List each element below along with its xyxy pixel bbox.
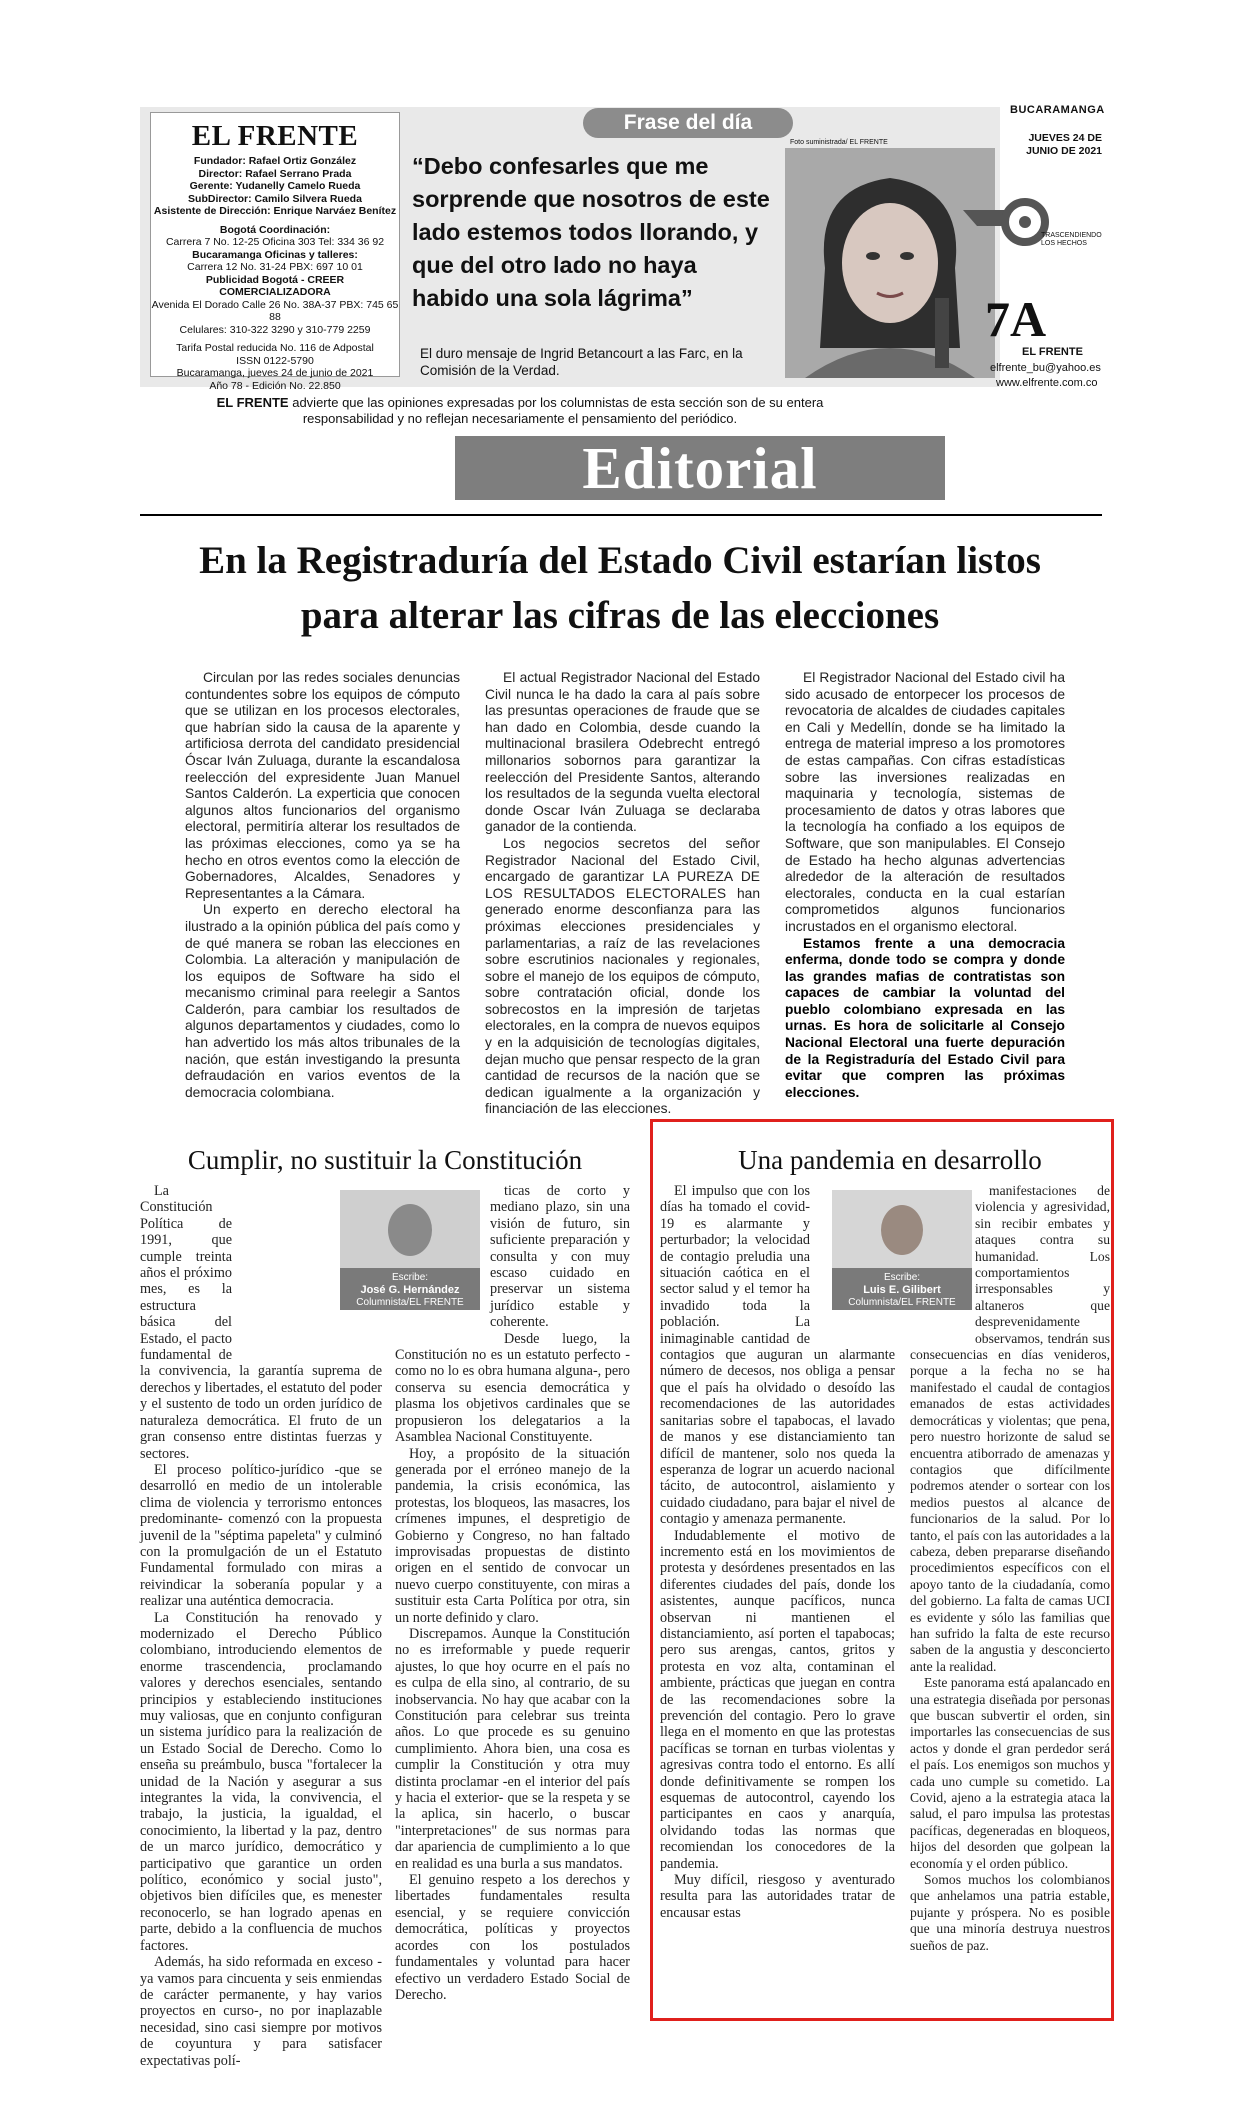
staff-line: Fundador: Rafael Ortiz González <box>193 155 357 167</box>
paragraph: Somos muchos los colombianos que anhelamos una patria estable, pujante y próspera. No es posible que una minoría destruya nuestros sueños de paz. <box>910 1872 1110 1953</box>
issn: ISSN 0122-5790 <box>236 354 314 367</box>
paragraph: El impulso que con los días ha tomado el covid-19 es alarmante y perturbador; la velocidad de contagio preludia una situación caótica en el sector salud y el temor ha invadido toda la población. La inimaginable cantidad de contagios que auguran un alarmante número de decesos, nos obliga a pensar que el país ha olvidado o desoído las recomendaciones de las autoridades sanitarias sobre el tapabocas, el lavado de manos y ese distanciamiento tan difícil de mantener, solo nos queda la esperanza de lograr un acuerdo nacional tácito, de autocontrol, aislamiento y cuidado ciudadano, para bajar el nivel de contagio y amenaza permanente. <box>660 1183 895 1528</box>
editorial-column-3 <box>785 670 1065 1101</box>
staff-box <box>150 112 400 392</box>
paragraph: Además, ha sido reformada en exceso -ya vamos para cincuenta y seis enmiendas de carácter permanente, y hay varios proyectos en curso-, no por inaplazable necesidad, sino casi siempre por motivos de coyuntura y para satisfacer expectativas polí- <box>140 1954 382 2069</box>
contact-email[interactable]: elfrente_bu@yahoo.es <box>990 362 1101 374</box>
coord-heading: Bogotá Coordinación: <box>219 223 331 236</box>
author-name: José G. Hernández <box>360 1284 460 1296</box>
quote-of-day-label: Frase del día <box>583 108 793 138</box>
newspaper-logo: EL FRENTE <box>191 120 359 152</box>
paragraph: El genuino respeto a los derechos y libertades fundamentales resulta esencial, y se requiere convicción democrática, políticas y proyectos acordes con los postulados fundamentales y voluntad para hacer efectivo un verdadero Estado Social de Derecho. <box>395 1872 630 2003</box>
edition-date: Bucaramanga, jueves 24 de junio de 2021 <box>176 367 374 379</box>
author-photo-2 <box>832 1190 972 1310</box>
paragraph: ticas de corto y mediano plazo, sin una visión de futuro, sin suficiente preparación y consulta y con muy escaso cuidado en preservar un sistema jurídico estable y coherente. <box>490 1183 630 1331</box>
paragraph: La Constitución Política de 1991, que cumple treinta años el próximo mes, es la estructura básica del Estado, el pacto fundamental de la convivencia, la garantía suprema de derechos y libertades, el estatuto del poder y el sustento de todo un orden jurídico de naturaleza democrática. El fruto de un gran consenso entre distintas fuerzas y sectores. <box>140 1183 382 1462</box>
paragraph: Este panorama está apalancado en una estrategia diseñada por personas que buscan subvertir el orden, sin importarles las consecuencias de sus actos y donde el gran perdedor será el país. Los enemigos son muchos y cada uno cumple su cometido. La Covid, ajeno a la estrategia ataca la salud, el paro impulsa las protestas pacíficas, degeneradas en bloqueos, hijos del desorden que golpean la economía y el orden público. <box>910 1675 1110 1871</box>
author-label: Escribe: <box>883 1272 921 1283</box>
staff-line: Asistente de Dirección: Enrique Narváez Benítez <box>153 205 397 217</box>
page-number: 7A <box>985 291 1047 347</box>
opinion-title-2: Una pandemia en desarrollo <box>738 1145 1042 1175</box>
paragraph: Desde luego, la Constitución no es un estatuto perfecto -como no lo es obra humana alguna-, pero conserva su esencia democrática y plasma los objetivos cardinales que se propusieron los delegatarios a la Asamblea Nacional Constituyente. <box>395 1330 630 1446</box>
quote-text: “Debo confesarles que me sorprende que nosotros de este lado estemos todos llorando, y que del otro lado no haya habido una sola lágrima” <box>412 153 770 311</box>
author-name: Luis E. Gilibert <box>863 1284 941 1296</box>
staff-line: SubDirector: Camilo Silvera Rueda <box>188 192 362 205</box>
paragraph: La Constitución ha renovado y modernizado el Derecho Público colombiano, introduciendo elementos de enorme trascendencia, proclamando valores y derechos esenciales, sentando principios y estableciendo instituciones muy valiosas, que en conjunto configuran un sistema jurídico para la realización de un Estado Social de Derecho. Como lo enseña su preámbulo, busca "fortalecer la unidad de la Nación y asegurar a sus integrantes la vida, la convivencia, el trabajo, la justicia, la igualdad, el conocimiento, la libertad y la paz, dentro de un marco jurídico, democrático y participativo que garantice un orden político, económico y social justo", objetivos bien difíciles que, es menester reconocerlo, se han logrado apenas en parte, debido a la confluencia de muchos factores. <box>140 1609 382 1954</box>
paragraph: Circulan por las redes sociales denuncias contundentes sobre los equipos de cómputo que se utilizan en los procesos electorales, que habrían sido la causa de la aparente y artificiosa derrota del candidato presidencial Óscar Iván Zuluaga, durante la escandalosa reelección del expresidente Juan Manuel Santos Calderón. La experticia que conocen algunos altos funcionarios del organismo electoral, permitiría alterar los resultados de las próximas elecciones, como ya se ha hecho en otros eventos como la elección de Gobernadores, Alcaldes, Senadores y Representantes a la Cámara. <box>185 670 460 901</box>
coord-address: Carrera 7 No. 12-25 Oficina 303 Tel: 334 36 92 <box>165 236 385 248</box>
paragraph: El actual Registrador Nacional del Estado Civil nunca le ha dado la cara al país sobre las presuntas operaciones de fraude que se han dado en Colombia, desde cuando la multinacional brasilera Odebrecht entregó millonarios sobornos para garantizar la reelección del Presidente Santos, alterando los resultados de la segunda vuelta electoral donde Oscar Iván Zuluaga se declaraba ganador de la contienda. <box>485 670 760 835</box>
section-title: Editorial <box>455 436 945 500</box>
speaker-photo <box>785 148 995 378</box>
paragraph: Discrepamos. Aunque la Constitución no es irreformable y puede requerir ajustes, lo que hoy ocurre en el país no es culpa de ella sino, al contrario, de su inobservancia. No hay que acabar con la Constitución para celebrar sus treinta años. Lo que procede es su genuino cumplimiento. Ahora bien, una cosa es cumplir la Constitución y otra muy distinta proclamar -en el interior del país y hacia el exterior- que se la respeta y se la aplica, sin hacerlo, o buscar "interpretaciones" de sus normas para dar apariencia de cumplimiento a lo que en realidad es una burla a sus mandatos. <box>395 1625 630 1872</box>
offices-heading: Bucaramanga Oficinas y talleres: <box>192 248 358 261</box>
publicity-address: Avenida El Dorado Calle 26 No. 38A-37 PBX: 745 65 88 <box>151 298 399 323</box>
cellphones: Celulares: 310-322 3290 y 310-779 2259 <box>179 323 371 336</box>
paragraph: Muy difícil, riesgoso y aventurado resulta para las autoridades tratar de encausar estas <box>660 1872 895 1921</box>
section-divider <box>140 514 1102 516</box>
paragraph: El Registrador Nacional del Estado civil ha sido acusado de entorpecer los procesos de revocatoria de alcaldes de ciudades capitales en Cali y Medellín, donde se ha limitado la entrega de material impreso a los promotores de estas campañas. Con cifras estadísticas sobre las inversiones realizadas en maquinaria y tecnología, sistemas de procesamiento de datos y otras labores que la tecnología ha confiado a los equipos de Software, que son manipulables. El Consejo de Estado ha hecho algunas advertencias alrededor de la alteración de resultados electorales, conducta en la cual estarían comprometidos algunos funcionarios incrustados en el organismo electoral. <box>785 670 1065 934</box>
author-role: Columnista/EL FRENTE <box>356 1297 464 1308</box>
anniversary-logo <box>963 192 1103 257</box>
opinion-title-1: Cumplir, no sustituir la Constitución <box>187 1145 583 1175</box>
staff-line: Director: Rafael Serrano Prada <box>198 167 352 180</box>
paragraph-bold: Estamos frente a una democracia enferma, donde todo se compra y donde las grandes mafias de contratistas son capaces de cambiar la voluntad del pueblo colombiano expresada en las urnas. Es hora de solicitarle al Consejo Nacional Electoral una fuerte depuración de la Registraduría del Estado Civil para evitar que compren las próximas elecciones. <box>785 935 1065 1100</box>
paragraph: Los negocios secretos del señor Registrador Nacional del Estado Civil, encargado de garantizar LA PUREZA DE LOS RESULTADOS ELECTORALES han generado enorme desconfianza para las próximas elecciones presidenciales y parlamentarias, a raíz de las revelaciones sobre escrutinios nacionales y regionales, sobre el manejo de los equipos de cómputo, sobre contratación oficial, donde los sobrecostos en la impresión de tarjetas electorales, en la compra de nuevos equipos y en la adquisición de tecnologías digitales, dejan mucho que pensar respecto de la gran cantidad de recursos de la nación que se dedican igualmente a la organización y financiación de las elecciones. <box>485 835 760 1117</box>
paragraph: El proceso político-jurídico -que se desarrolló en medio de un intolerable clima de violencia y terrorismo entonces predominante- comenzó con la propuesta juvenil de la "séptima papeleta" y culminó con la promulgación de un el Estatuto Fundamental formulado con miras a reivindicar la soberanía popular y a realizar una auténtica democracia. <box>140 1461 382 1610</box>
author-caption <box>340 1268 480 1310</box>
editorial-headline: En la Registraduría del Estado Civil estarían listos para alterar las cifras de las elecciones <box>199 539 1041 637</box>
quote-credit: El duro mensaje de Ingrid Betancourt a las Farc, en la Comisión de la Verdad. <box>420 346 743 378</box>
offices-address: Carrera 12 No. 31-24 PBX: 697 10 01 <box>187 261 363 273</box>
author-label: Escribe: <box>391 1272 429 1283</box>
photo-credit: Foto suministrada/ EL FRENTE <box>790 139 888 146</box>
paragraph: Hoy, a propósito de la situación generada por el erróneo manejo de la pandemia, la crisis económica, las protestas, los bloqueos, las masacres, los crímenes impunes, el despretigio de Gobierno y Congreso, no han faltado improvisadas propuestas de distinto origen en el sentido de convocar un nuevo cuerpo constituyente, con miras a sustituir esta Carta Política por otra, sin un norte definido y claro. <box>395 1445 630 1626</box>
paragraph: manifestaciones de violencia y agresividad, sin recibir embates y ataques contra su humanidad. Los comportamientos irresponsables y altaneros que desprevenidamente observamos, tendrán sus consecuencias en días venideros, porque a la fecha no se ha manifestado el caudal de contagios emanados de estas actividades democráticas y violentas; que pena, pero nuestro horizonte de salud se encuentra atiborrado de amenazas y contagios que difícilmente podremos atender o sortear con los medios puestos al alcance de funcionarios de la salud. Por lo tanto, el país con las autoridades a la cabeza, deben prepararse diseñando procedimientos específicos con el apoyo tanto de la ciudadanía, como del gobierno. La falta de camas UCI es evidente y sólo las familias que han sufrido la falta de este recurso saben de la angustia y desconcierto ante la realidad. <box>910 1183 1110 1674</box>
date-label: JUEVES 24 DE JUNIO DE 2021 <box>1026 132 1102 157</box>
staff-line: Gerente: Yudanelly Camelo Rueda <box>189 180 361 192</box>
disclaimer <box>200 395 840 427</box>
paragraph: Indudablemente el motivo de incremento está en los movimientos de protesta y desórdenes presentados en las diferentes ciudades del país, donde los asistentes, aunque pacíficos, nunca observan ni mantienen el distanciamiento, así porten el tapabocas; pero sus arengas, cantos, gritos y protesta en voz alta, contaminan el ambiente, prácticas que juegan en contra de las recomendaciones sobre la prevención del contagio. Pero lo grave llega en el momento en que las protestas pacíficas se tornan en turbas violentas y agresivas contra todo el entorno. Es allí donde definitivamente se rompen los esquemas de autocontrol, cayendo los participantes en caos y anarquía, olvidando todas las normas que recomiendan los conocedores de la pandemia. <box>660 1527 895 1872</box>
disclaimer-text: advierte que las opiniones expresadas por los columnistas de esta sección son de su entera responsabilidad y no reflejan necesariamente el pensamiento del periódico. <box>288 395 824 426</box>
city-label: BUCARAMANGA <box>1010 104 1105 116</box>
edition-number: Año 78 - Edición No. 22.850 <box>209 379 341 392</box>
editorial-column-1 <box>185 670 460 1101</box>
paragraph: Un experto en derecho electoral ha ilustrado a la opinión pública del país como y de qué manera se roban las elecciones en Colombia. La alteración y manipulación de los equipos de Software ha sido el mecanismo criminal para reelegir a Santos Calderón, para cambiar los resultados de algunos departamentos y ciudades, como lo han advertido los más altos tribunales de la nación, que están investigando la presunta defraudación en varios eventos de la democracia colombiana. <box>185 902 460 1100</box>
editorial-column-2 <box>485 670 760 1118</box>
postal-rate: Tarifa Postal reducida No. 116 de Adpostal <box>176 342 374 354</box>
author-role: Columnista/EL FRENTE <box>848 1297 956 1308</box>
anniversary-tagline: TRASCENDIENDO LOS HECHOS <box>1041 232 1102 247</box>
disclaimer-brand: EL FRENTE <box>216 395 289 410</box>
author-caption <box>832 1268 972 1310</box>
publicity-heading: Publicidad Bogotá - CREER COMERCIALIZADORA <box>205 273 345 298</box>
website-link[interactable]: www.elfrente.com.co <box>996 377 1098 389</box>
brand-label: EL FRENTE <box>1022 346 1083 358</box>
opinion-1-column-a <box>140 1183 382 2069</box>
author-photo-1 <box>340 1190 480 1310</box>
